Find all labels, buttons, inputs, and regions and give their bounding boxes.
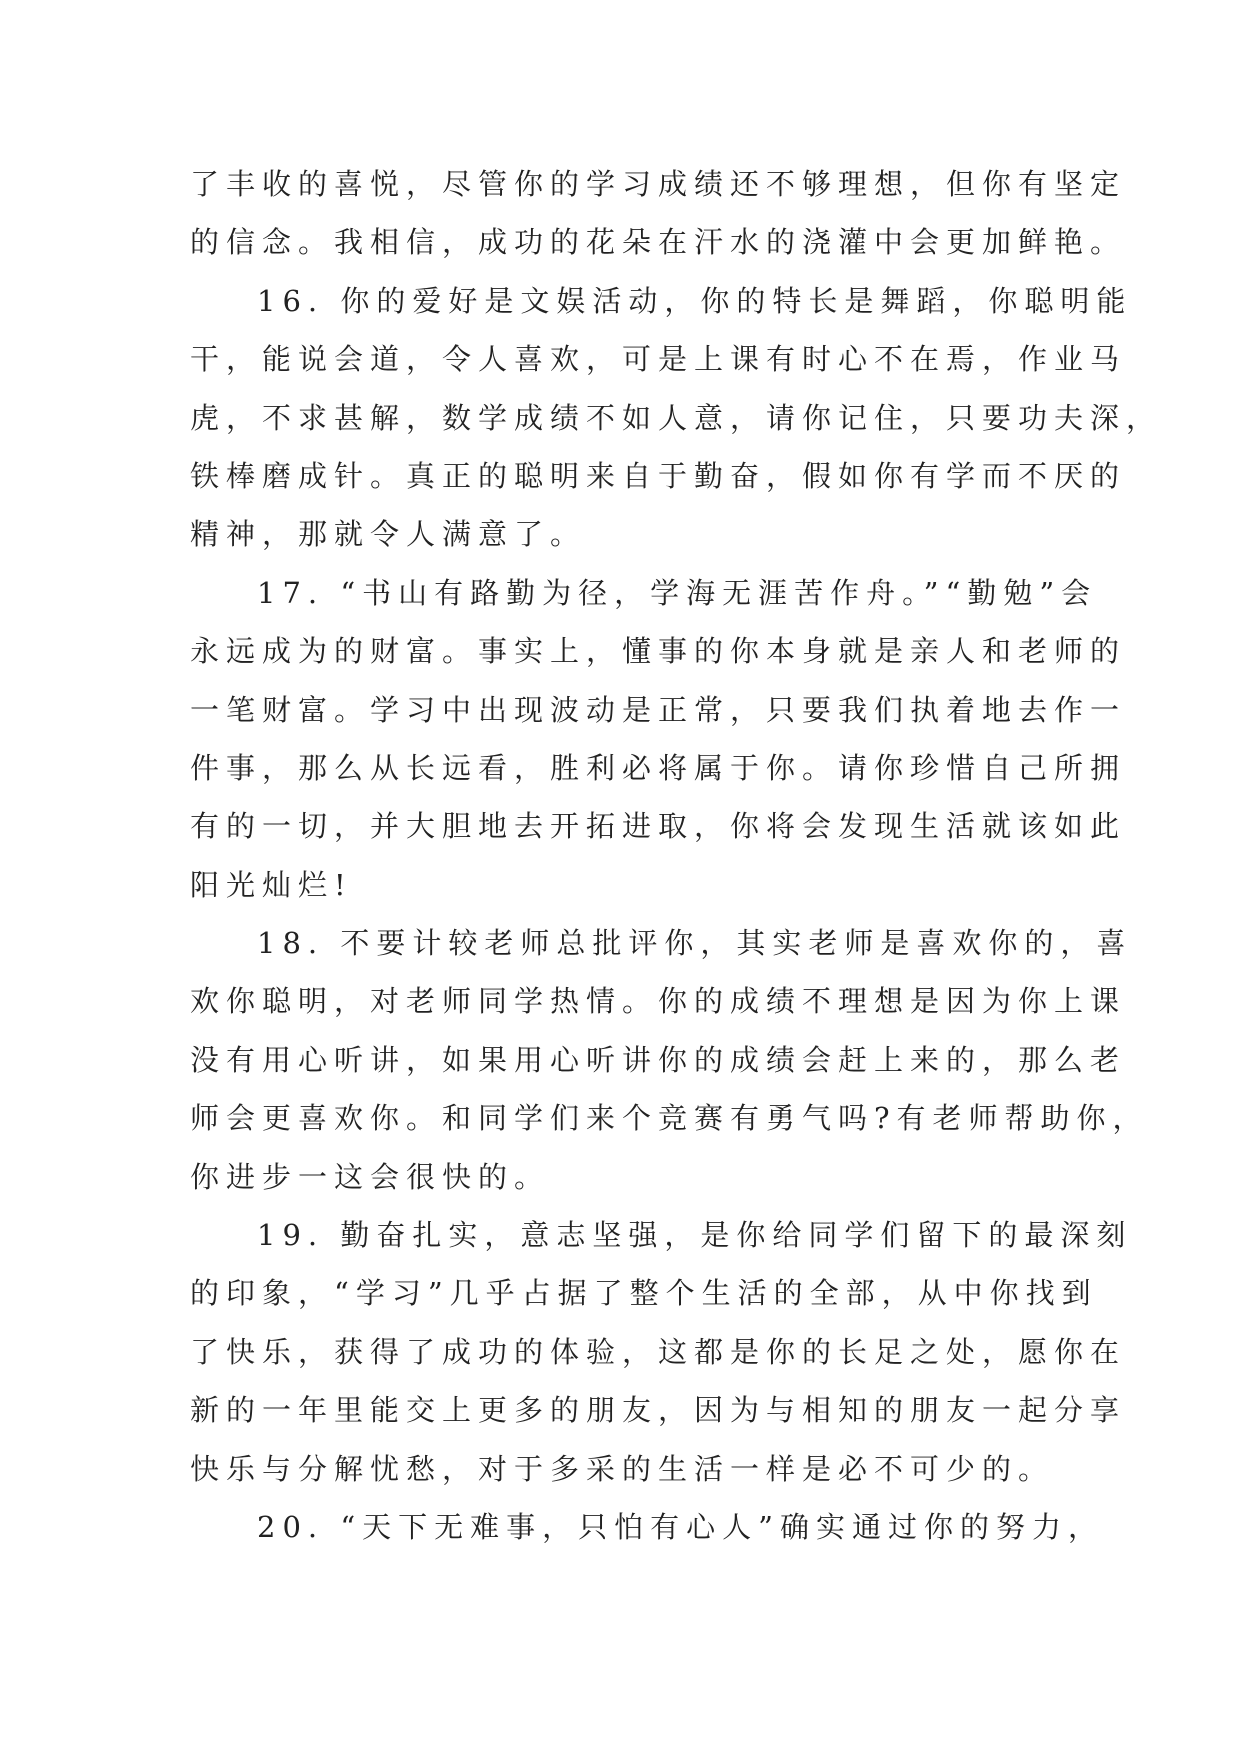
text-line: 铁棒磨成针。真正的聪明来自于勤奋，假如你有学而不厌的	[190, 458, 1127, 493]
text-line: 欢你聪明，对老师同学热情。你的成绩不理想是因为你上课	[190, 984, 1127, 1019]
text-line: 永远成为的财富。事实上，懂事的你本身就是亲人和老师的	[190, 634, 1127, 669]
text-line: 精神，那就令人满意了。	[190, 517, 587, 552]
paragraph-17-start: 17. “书山有路勤为径，学海无涯苦作舟。”“勤勉”会	[257, 575, 1098, 610]
text-line: 快乐与分解忧愁，对于多采的生活一样是必不可少的。	[190, 1451, 1055, 1486]
text-line: 一笔财富。学习中出现波动是正常，只要我们执着地去作一	[190, 692, 1127, 727]
text-line: 的印象，“学习”几乎占据了整个生活的全部，从中你找到	[190, 1276, 1098, 1311]
text-line: 干，能说会道，令人喜欢，可是上课有时心不在焉，作业马	[190, 342, 1127, 377]
text-line: 了快乐，获得了成功的体验，这都是你的长足之处，愿你在	[190, 1334, 1127, 1369]
text-line: 了丰收的喜悦，尽管你的学习成绩还不够理想，但你有坚定	[190, 167, 1127, 201]
text-line: 新的一年里能交上更多的朋友，因为与相知的朋友一起分享	[190, 1393, 1127, 1428]
text-line: 你进步一这会很快的。	[190, 1159, 551, 1194]
text-line: 师会更喜欢你。和同学们来个竞赛有勇气吗?有老师帮助你，	[190, 1101, 1149, 1136]
paragraph-20-start: 20. “天下无难事，只怕有心人”确实通过你的努力，	[257, 1509, 1104, 1544]
text-line: 有的一切，并大胆地去开拓进取，你将会发现生活就该如此	[190, 809, 1127, 844]
body-text	[190, 155, 1163, 1556]
text-line: 虎，不求甚解，数学成绩不如人意，请你记住，只要功夫深，	[190, 400, 1163, 435]
text-line: 没有用心听讲，如果用心听讲你的成绩会赶上来的，那么老	[190, 1042, 1127, 1077]
text-line: 件事，那么从长远看，胜利必将属于你。请你珍惜自己所拥	[190, 750, 1127, 785]
paragraph-19-start: 19. 勤奋扎实，意志坚强，是你给同学们留下的最深刻	[257, 1218, 1133, 1253]
text-line: 阳光灿烂!	[190, 867, 353, 902]
text-line: 的信念。我相信，成功的花朵在汗水的浇灌中会更加鲜艳。	[190, 225, 1127, 260]
paragraph-16-start: 16. 你的爱好是文娱活动，你的特长是舞蹈，你聪明能	[257, 283, 1133, 318]
paragraph-18-start: 18. 不要计较老师总批评你，其实老师是喜欢你的，喜	[257, 926, 1133, 961]
